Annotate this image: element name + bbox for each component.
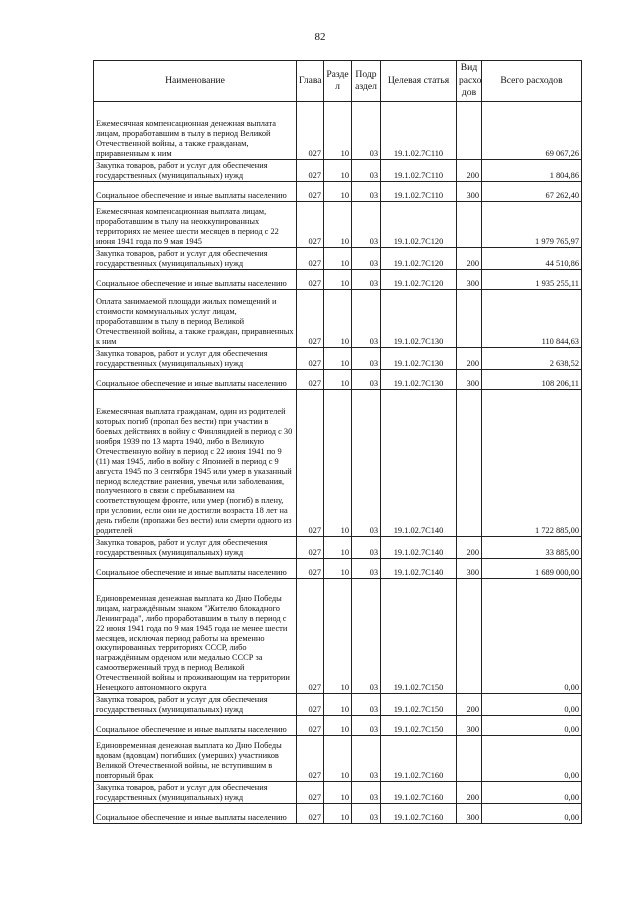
cell-name: Единовременная денежная выплата ко Дню Победы лицам, награждённым знаком "Жителю блокадного Ленинграда", либо проработавшим в тылу в период с 22 июня 1941 года по 9 мая 1945 года не менее шести месяцев, исключая период работы на временно оккупированных территориях СССР, либо награждённым орденом или медалью СССР за самоотверженный труд в период Великой Отечественной войны и проживающим на территории Ненецкого автономного округа: [94, 579, 297, 694]
cell-razdel: 10: [324, 716, 352, 736]
cell-razdel: 10: [324, 160, 352, 182]
cell-razdel: 10: [324, 804, 352, 824]
cell-total: 0,00: [482, 782, 582, 804]
table-row: [94, 348, 582, 370]
cell-name: Социальное обеспечение и иные выплаты населению: [94, 559, 297, 579]
table-row: [94, 202, 582, 248]
cell-razdel: 10: [324, 290, 352, 348]
cell-vid: 200: [457, 348, 482, 370]
cell-podrazdel: 03: [352, 370, 381, 390]
cell-statya: 19.1.02.7С130: [381, 370, 457, 390]
cell-name: Единовременная денежная выплата ко Дню Победы вдовам (вдовцам) погибших (умерших) участников Великой Отечественной войны, не вступившим в повторный брак: [94, 736, 297, 782]
budget-table: [93, 60, 582, 824]
cell-vid: 200: [457, 782, 482, 804]
cell-total: 44 510,86: [482, 248, 582, 270]
cell-vid: [457, 102, 482, 160]
cell-razdel: 10: [324, 182, 352, 202]
cell-statya: 19.1.02.7С120: [381, 202, 457, 248]
cell-name: Социальное обеспечение и иные выплаты населению: [94, 804, 297, 824]
cell-podrazdel: 03: [352, 804, 381, 824]
cell-podrazdel: 03: [352, 537, 381, 559]
cell-glava: 027: [297, 579, 324, 694]
cell-razdel: 10: [324, 102, 352, 160]
table-row: [94, 782, 582, 804]
cell-vid: [457, 390, 482, 537]
cell-name: Ежемесячная компенсационная денежная выплата лицам, проработавшим в тылу в период Великой Отечественной войны, а также гражданам, приравненным к ним: [94, 102, 297, 160]
header-statya: Целевая статья: [381, 61, 457, 102]
cell-name: Закупка товаров, работ и услуг для обеспечения государственных (муниципальных) нужд: [94, 160, 297, 182]
table-row: [94, 579, 582, 694]
cell-statya: 19.1.02.7С160: [381, 736, 457, 782]
cell-glava: 027: [297, 370, 324, 390]
cell-glava: 027: [297, 248, 324, 270]
cell-statya: 19.1.02.7С110: [381, 182, 457, 202]
cell-podrazdel: 03: [352, 694, 381, 716]
header-vid: Вид расхо дов: [457, 61, 482, 102]
cell-statya: 19.1.02.7С140: [381, 559, 457, 579]
cell-vid: 300: [457, 370, 482, 390]
cell-total: 1 979 765,97: [482, 202, 582, 248]
cell-podrazdel: 03: [352, 290, 381, 348]
table-row: [94, 736, 582, 782]
table-row: [94, 716, 582, 736]
cell-vid: 200: [457, 160, 482, 182]
cell-statya: 19.1.02.7С130: [381, 348, 457, 370]
cell-name: Социальное обеспечение и иные выплаты населению: [94, 370, 297, 390]
page-number: 82: [314, 31, 326, 43]
cell-statya: 19.1.02.7С160: [381, 804, 457, 824]
cell-total: 0,00: [482, 694, 582, 716]
cell-total: 110 844,63: [482, 290, 582, 348]
cell-total: 108 206,11: [482, 370, 582, 390]
cell-total: 1 804,86: [482, 160, 582, 182]
header-podrazdel: Подр аздел: [352, 61, 381, 102]
cell-razdel: 10: [324, 202, 352, 248]
table-header-row: [94, 61, 582, 102]
cell-vid: 300: [457, 270, 482, 290]
cell-name: Закупка товаров, работ и услуг для обеспечения государственных (муниципальных) нужд: [94, 248, 297, 270]
cell-statya: 19.1.02.7С130: [381, 290, 457, 348]
table-row: [94, 270, 582, 290]
cell-statya: 19.1.02.7С110: [381, 102, 457, 160]
cell-glava: 027: [297, 102, 324, 160]
cell-statya: 19.1.02.7С110: [381, 160, 457, 182]
cell-vid: [457, 290, 482, 348]
cell-total: 0,00: [482, 716, 582, 736]
cell-podrazdel: 03: [352, 102, 381, 160]
cell-glava: 027: [297, 782, 324, 804]
cell-statya: 19.1.02.7С140: [381, 537, 457, 559]
cell-vid: [457, 579, 482, 694]
cell-name: Закупка товаров, работ и услуг для обеспечения государственных (муниципальных) нужд: [94, 348, 297, 370]
cell-statya: 19.1.02.7С120: [381, 270, 457, 290]
cell-glava: 027: [297, 716, 324, 736]
cell-name: Социальное обеспечение и иные выплаты населению: [94, 270, 297, 290]
cell-glava: 027: [297, 290, 324, 348]
cell-vid: 200: [457, 537, 482, 559]
cell-podrazdel: 03: [352, 160, 381, 182]
cell-podrazdel: 03: [352, 182, 381, 202]
cell-podrazdel: 03: [352, 348, 381, 370]
cell-razdel: 10: [324, 270, 352, 290]
cell-vid: 200: [457, 694, 482, 716]
cell-podrazdel: 03: [352, 716, 381, 736]
cell-razdel: 10: [324, 579, 352, 694]
cell-name: Закупка товаров, работ и услуг для обеспечения государственных (муниципальных) нужд: [94, 537, 297, 559]
cell-name: Ежемесячная выплата гражданам, один из родителей которых погиб (пропал без вести) при участии в боевых действиях в войну с Финляндией в период с 30 ноября 1939 по 13 марта 1940, либо в Великую Отечественную войну в период с 22 июня 1941 по 9 (11) мая 1945, либо в войну с Японией в период с 9 августа 1945 по 3 сентября 1945 или умер в указанный период вследствие ранения, увечья или заболевания, полученного в связи с пребыванием на соответствующем фронте, или умер (погиб) в плену, при условии, если они не достигли возраста 18 лет на день гибели (пропажи без вести) или смерти одного из родителей: [94, 390, 297, 537]
cell-glava: 027: [297, 736, 324, 782]
cell-glava: 027: [297, 348, 324, 370]
cell-total: 1 935 255,11: [482, 270, 582, 290]
cell-podrazdel: 03: [352, 579, 381, 694]
cell-glava: 027: [297, 694, 324, 716]
table-row: [94, 290, 582, 348]
cell-total: 1 722 885,00: [482, 390, 582, 537]
cell-glava: 027: [297, 160, 324, 182]
cell-statya: 19.1.02.7С150: [381, 716, 457, 736]
cell-razdel: 10: [324, 390, 352, 537]
cell-glava: 027: [297, 537, 324, 559]
cell-statya: 19.1.02.7С150: [381, 694, 457, 716]
cell-total: 1 689 000,00: [482, 559, 582, 579]
cell-podrazdel: 03: [352, 202, 381, 248]
cell-razdel: 10: [324, 736, 352, 782]
cell-podrazdel: 03: [352, 270, 381, 290]
cell-vid: 300: [457, 559, 482, 579]
cell-name: Закупка товаров, работ и услуг для обеспечения государственных (муниципальных) нужд: [94, 694, 297, 716]
cell-podrazdel: 03: [352, 559, 381, 579]
cell-podrazdel: 03: [352, 782, 381, 804]
cell-glava: 027: [297, 202, 324, 248]
cell-statya: 19.1.02.7С140: [381, 390, 457, 537]
cell-name: Закупка товаров, работ и услуг для обеспечения государственных (муниципальных) нужд: [94, 782, 297, 804]
cell-glava: 027: [297, 559, 324, 579]
cell-razdel: 10: [324, 248, 352, 270]
cell-total: 0,00: [482, 579, 582, 694]
cell-total: 67 262,40: [482, 182, 582, 202]
cell-razdel: 10: [324, 694, 352, 716]
cell-statya: 19.1.02.7С160: [381, 782, 457, 804]
cell-razdel: 10: [324, 370, 352, 390]
cell-total: 33 885,00: [482, 537, 582, 559]
table-row: [94, 559, 582, 579]
cell-vid: [457, 202, 482, 248]
cell-glava: 027: [297, 390, 324, 537]
cell-total: 2 638,52: [482, 348, 582, 370]
cell-glava: 027: [297, 270, 324, 290]
cell-total: 0,00: [482, 736, 582, 782]
cell-vid: [457, 736, 482, 782]
table-row: [94, 537, 582, 559]
table-row: [94, 182, 582, 202]
cell-vid: 300: [457, 182, 482, 202]
cell-vid: 200: [457, 248, 482, 270]
cell-statya: 19.1.02.7С120: [381, 248, 457, 270]
cell-podrazdel: 03: [352, 248, 381, 270]
header-glava: Глава: [297, 61, 324, 102]
table-row: [94, 370, 582, 390]
cell-name: Оплата занимаемой площади жилых помещений и стоимости коммунальных услуг лицам, проработавшим в тылу в период Великой Отечественной войны, а также граждан, приравненных к ним: [94, 290, 297, 348]
cell-razdel: 10: [324, 537, 352, 559]
table-row: [94, 694, 582, 716]
cell-podrazdel: 03: [352, 390, 381, 537]
cell-razdel: 10: [324, 559, 352, 579]
cell-statya: 19.1.02.7С150: [381, 579, 457, 694]
table-row: [94, 160, 582, 182]
cell-glava: 027: [297, 804, 324, 824]
header-razdel: Разде л: [324, 61, 352, 102]
header-name: Наименование: [94, 61, 297, 102]
cell-podrazdel: 03: [352, 736, 381, 782]
cell-name: Ежемесячная компенсационная выплата лицам, проработавшим в тылу на неоккупированных территориях не менее шести месяцев в период с 22 июня 1941 года по 9 мая 1945: [94, 202, 297, 248]
cell-razdel: 10: [324, 782, 352, 804]
cell-vid: 300: [457, 716, 482, 736]
table-row: [94, 390, 582, 537]
cell-name: Социальное обеспечение и иные выплаты населению: [94, 182, 297, 202]
table-row: [94, 804, 582, 824]
cell-razdel: 10: [324, 348, 352, 370]
cell-glava: 027: [297, 182, 324, 202]
cell-total: 0,00: [482, 804, 582, 824]
cell-vid: 300: [457, 804, 482, 824]
cell-total: 69 067,26: [482, 102, 582, 160]
header-total: Всего расходов: [482, 61, 582, 102]
table-row: [94, 248, 582, 270]
cell-name: Социальное обеспечение и иные выплаты населению: [94, 716, 297, 736]
table-row: [94, 102, 582, 160]
